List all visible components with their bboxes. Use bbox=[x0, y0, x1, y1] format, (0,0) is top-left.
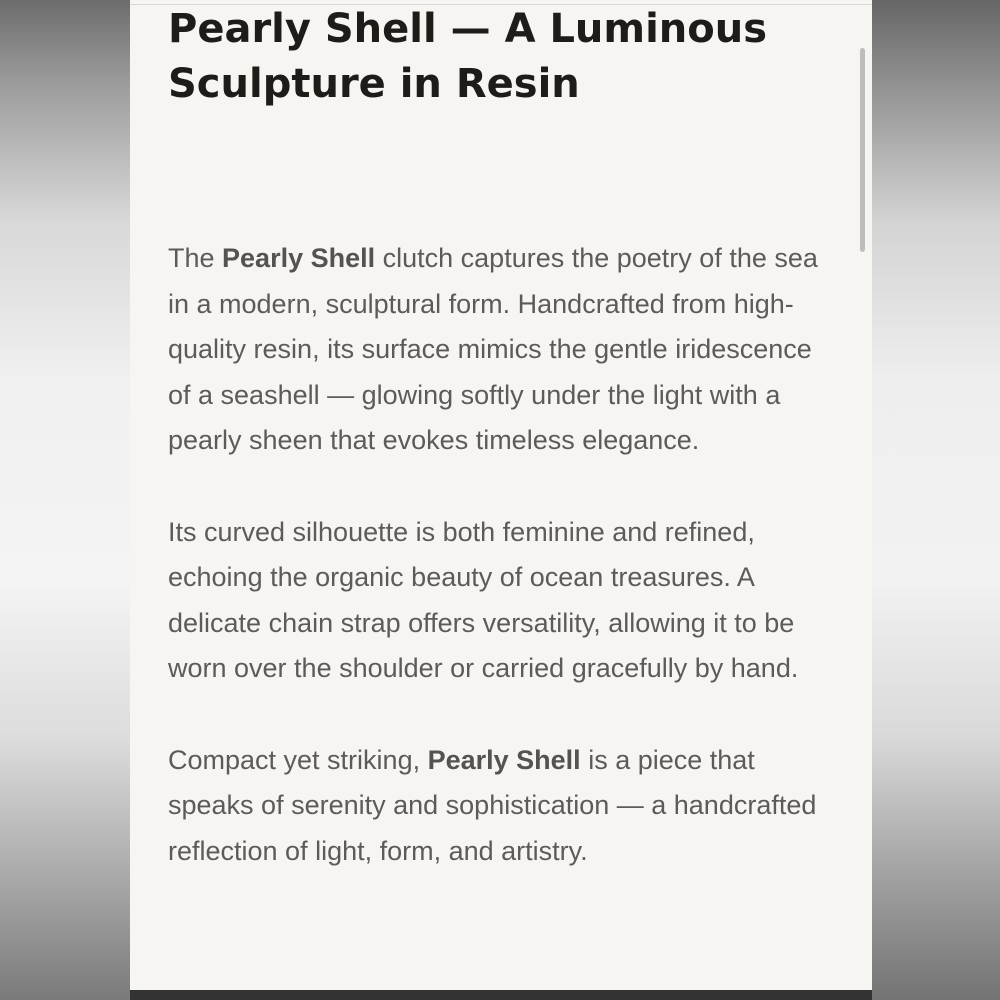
description-paragraph-2: Its curved silhouette is both feminine and refined, echoing the organic beauty of ocean treasures. A delicate chain strap offers versatility, allowing it to be worn over the shoulder or carried gracefully by hand. bbox=[168, 516, 799, 683]
product-name-emphasis: Pearly Shell bbox=[427, 744, 581, 775]
paragraph-3-text: is a piece that speaks of serenity and sophistication — a handcrafted reflection of light, form, and artistry. bbox=[168, 744, 817, 866]
description-paragraph-1 bbox=[168, 236, 828, 464]
product-name-emphasis: Pearly Shell bbox=[222, 243, 376, 273]
article-body bbox=[168, 236, 828, 920]
left-background-frame bbox=[0, 0, 130, 1000]
paragraph-1-intro: The bbox=[168, 243, 223, 273]
description-paragraph-3 bbox=[168, 738, 828, 875]
article-title: Pearly Shell — A Luminous Sculpture in Resin bbox=[168, 6, 768, 107]
bottom-edge-bar bbox=[130, 990, 872, 1000]
vertical-scrollbar[interactable] bbox=[860, 48, 865, 252]
article-page[interactable] bbox=[130, 0, 872, 990]
paragraph-3-intro: Compact yet striking, bbox=[168, 744, 428, 775]
right-background-frame bbox=[872, 0, 1000, 1000]
paragraph-1-text: clutch captures the poetry of the sea in a modern, sculptural form. Handcrafted from high-quality resin, its surface mimics the gentle iridescence of a seashell — glowing softly under the light with a pearly sheen that evokes timeless elegance. bbox=[168, 243, 818, 455]
